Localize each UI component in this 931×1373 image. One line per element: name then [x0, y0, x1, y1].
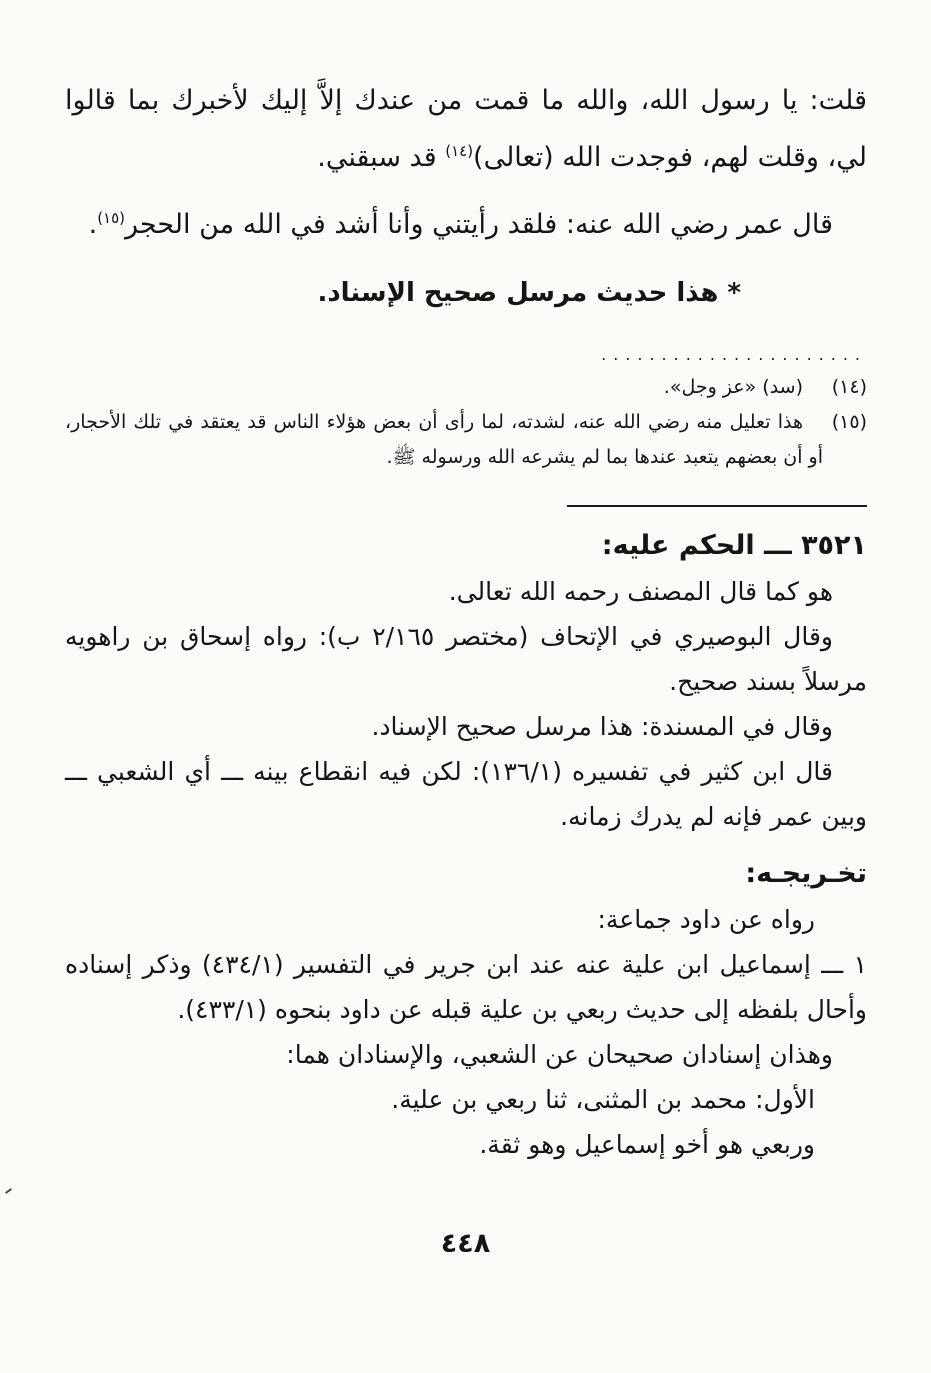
footnote-text-14: (سد) «عز وجل».: [663, 376, 803, 398]
hadith-matn-section: [65, 72, 867, 322]
footnote-text-15: هذا تعليل منه رضي الله عنه، لشدته، لما رأى أن بعض هؤلاء الناس قد يعتقد في تلك الأحجار، أو أن بعضهم يتعبد عندها بما لم يشرعه الله ورسوله ﷺ.: [65, 411, 823, 468]
footnote-item-14: [65, 370, 867, 405]
footnote-number-14: (١٤): [831, 376, 867, 398]
section-divider-line: [567, 505, 867, 507]
ruling-section: [65, 523, 867, 839]
takhrij-heading: تخـريجـه:: [745, 858, 867, 889]
ruling-heading: ٣٥٢١ ـــ الحكم عليه:: [601, 530, 867, 561]
takhrij-list-item-1: ١ ـــ إسماعيل ابن علية عنه عند ابن جرير في التفسير (٤٣٤/١) وذكر إسناده وأحال بلفظه إلى حديث ربعي بن علية قبله عن داود بنحوه (٤٣٣/١).: [65, 950, 867, 1024]
takhrij-isnad-first: الأول: محمد بن المثنى، ثنا ربعي بن علية.: [391, 1085, 815, 1114]
takhrij-section: [65, 851, 867, 1167]
hadith-paragraph-2: [65, 196, 867, 253]
footnote-number-15: (١٥): [831, 411, 867, 433]
scan-artifact-mark: [5, 1188, 12, 1194]
footnote-separator-dots: ......................: [601, 345, 867, 364]
hadith-grading-line: * هذا حديث مرسل صحيح الإسناد.: [317, 278, 741, 308]
hadith-paragraph-1-text: قلت: يا رسول الله، والله ما قمت من عندك إلاَّ إليك لأخبرك بما قالوا لي، وقلت لهم، فوجدت الله (تعالى): [65, 85, 867, 173]
footnote-ref-15: (١٥): [97, 209, 126, 227]
takhrij-paragraph-3: وهذان إسنادان صحيحان عن الشعبي، والإسنادان هما:: [286, 1040, 833, 1069]
hadith-paragraph-2-tail: .: [88, 209, 98, 240]
page-number: ٤٤٨: [440, 1228, 491, 1259]
takhrij-paragraph-1: رواه عن داود جماعة:: [597, 905, 815, 934]
hadith-paragraph-1: [65, 72, 867, 186]
hadith-paragraph-1-tail: قد سبقني.: [317, 142, 446, 173]
ruling-paragraph-4: قال ابن كثير في تفسيره (١٣٦/١): لكن فيه انقطاع بينه ـــ أي الشعبي ـــ وبين عمر فإنه لم يدرك زمانه.: [65, 757, 867, 831]
takhrij-paragraph-5: وربعي هو أخو إسماعيل وهو ثقة.: [479, 1130, 815, 1159]
footnote-item-15: [65, 405, 867, 475]
footnotes-section: [65, 370, 867, 475]
ruling-paragraph-3: وقال في المسندة: هذا مرسل صحيح الإسناد.: [371, 712, 833, 741]
page-text-block: [65, 72, 867, 1167]
footnote-ref-14: (١٤): [445, 142, 474, 160]
ruling-paragraph-2: وقال البوصيري في الإتحاف (مختصر ٢/١٦٥ ب): رواه إسحاق بن راهويه مرسلاً بسند صحيح.: [65, 622, 867, 696]
hadith-paragraph-2-text: قال عمر رضي الله عنه: فلقد رأيتني وأنا أشد في الله من الحجر: [125, 209, 833, 240]
ruling-paragraph-1: هو كما قال المصنف رحمه الله تعالى.: [448, 577, 833, 606]
